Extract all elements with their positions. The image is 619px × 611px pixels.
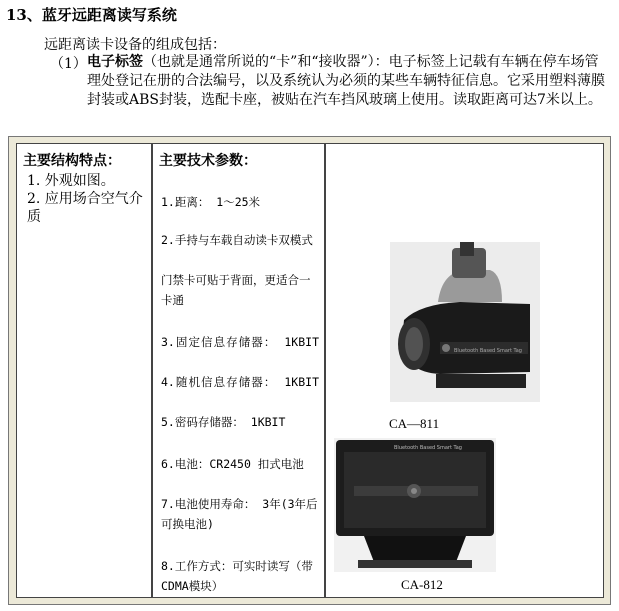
caption-ca811: CA—811	[389, 416, 440, 431]
photos-cell	[325, 143, 604, 598]
intro-text: 远距离读卡设备的组成包括：	[44, 37, 226, 53]
param-battery-life: 7.电池使用寿命： 3年(3年后可换电池)	[161, 497, 318, 531]
param-door-card: 门禁卡可贴于背面，更适合一卡通	[161, 273, 311, 307]
structure-item: 1. 外观如图。	[27, 173, 115, 189]
spec-table	[8, 136, 611, 605]
device-label-2: Bluetooth Based Smart Tag	[394, 445, 462, 451]
params-cell	[152, 143, 325, 598]
device-label: Bluetooth Based Smart Tag	[454, 348, 522, 354]
param-distance: 1.距离： 1～25米	[161, 195, 261, 209]
param-random-memory: 4.随机信息存储器： 1KBIT	[161, 375, 319, 389]
item-paragraph	[87, 53, 607, 110]
structure-title: 主要结构特点：	[23, 153, 121, 169]
structure-list	[23, 172, 151, 226]
section-heading: 13、蓝牙远距离读写系统	[6, 6, 177, 24]
device-photo-ca812	[334, 438, 496, 572]
item-number: （1）	[50, 56, 87, 72]
param-mode: 2.手持与车载自动读卡双模式	[161, 233, 313, 247]
param-password-memory: 5.密码存储器： 1KBIT	[161, 415, 286, 429]
item-text: （也就是通常所说的“卡”和“接收器”）：电子标签上记载有车辆在停车场管理处登记在册的合法编号，以及系统认为必须的某些车辆特征信息。它采用塑料薄膜封装或ABS封装，选配卡座，被贴在汽车挡风玻璃上使用。读取距离可达7米以上。	[87, 54, 605, 108]
device-photo-ca811	[390, 242, 540, 402]
param-battery: 6.电池：CR2450 扣式电池	[161, 457, 304, 471]
caption-ca812: CA-812	[401, 577, 443, 592]
params-title: 主要技术参数：	[159, 153, 257, 169]
param-work-mode: 8.工作方式：可实时读写（带CDMA模块）	[161, 559, 313, 593]
param-fixed-memory: 3.固定信息存储器： 1KBIT	[161, 335, 319, 349]
structure-cell	[16, 143, 152, 598]
item-term: 电子标签	[87, 54, 143, 70]
structure-item: 2. 应用场合空气介质	[27, 191, 143, 225]
